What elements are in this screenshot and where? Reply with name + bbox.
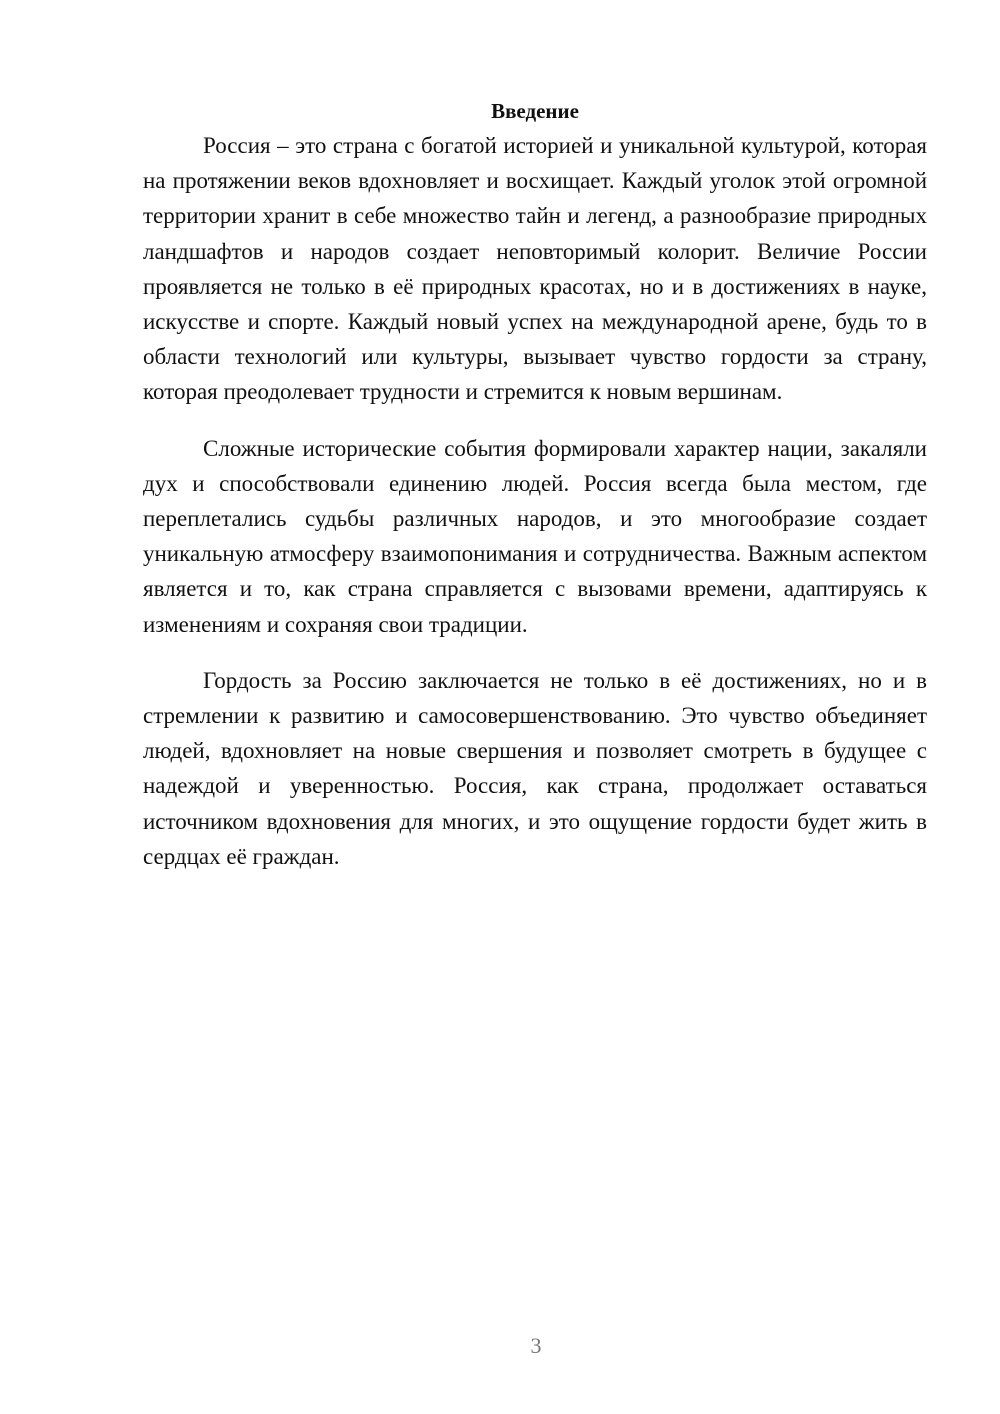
paragraph-3: Гордость за Россию заключается не только в её достижениях, но и в стремлении к развитию и самосовершенствованию. Это чувство объединяет людей, вдохновляет на новые свершения и позволяет смотреть в будущее с надеждой и уверенностью. Россия, как страна, продолжает оставаться источником вдохновения для многих, и это ощущение гордости будет жить в сердцах её граждан. bbox=[143, 667, 927, 869]
page-number: 3 bbox=[530, 1333, 542, 1358]
paragraph-1: Россия – это страна с богатой историей и уникальной культурой, которая на протяжении веков вдохновляет и восхищает. Каждый уголок этой огромной территории хранит в себе множество тайн и легенд, а разнообразие природных ландшафтов и народов создает неповторимый колорит. Величие России проявляется не только в её природных красотах, но и в достижениях в науке, искусстве и спорте. Каждый новый успех на международной арене, будь то в области технологий или культуры, вызывает чувство гордости за страну, которая преодолевает трудности и стремится к новым вершинам. bbox=[143, 133, 927, 405]
paragraph-2: Сложные исторические события формировали характер нации, закаляли дух и способствовали единению людей. Россия всегда была местом, где переплетались судьбы различных народов, и это многообразие создает уникальную атмосферу взаимопонимания и сотрудничества. Важным аспектом является и то, как страна справляется с вызовами времени, адаптируясь к изменениям и сохраняя свои традиции. bbox=[143, 435, 927, 637]
page-content bbox=[143, 96, 927, 874]
section-heading: Введение bbox=[491, 99, 579, 123]
